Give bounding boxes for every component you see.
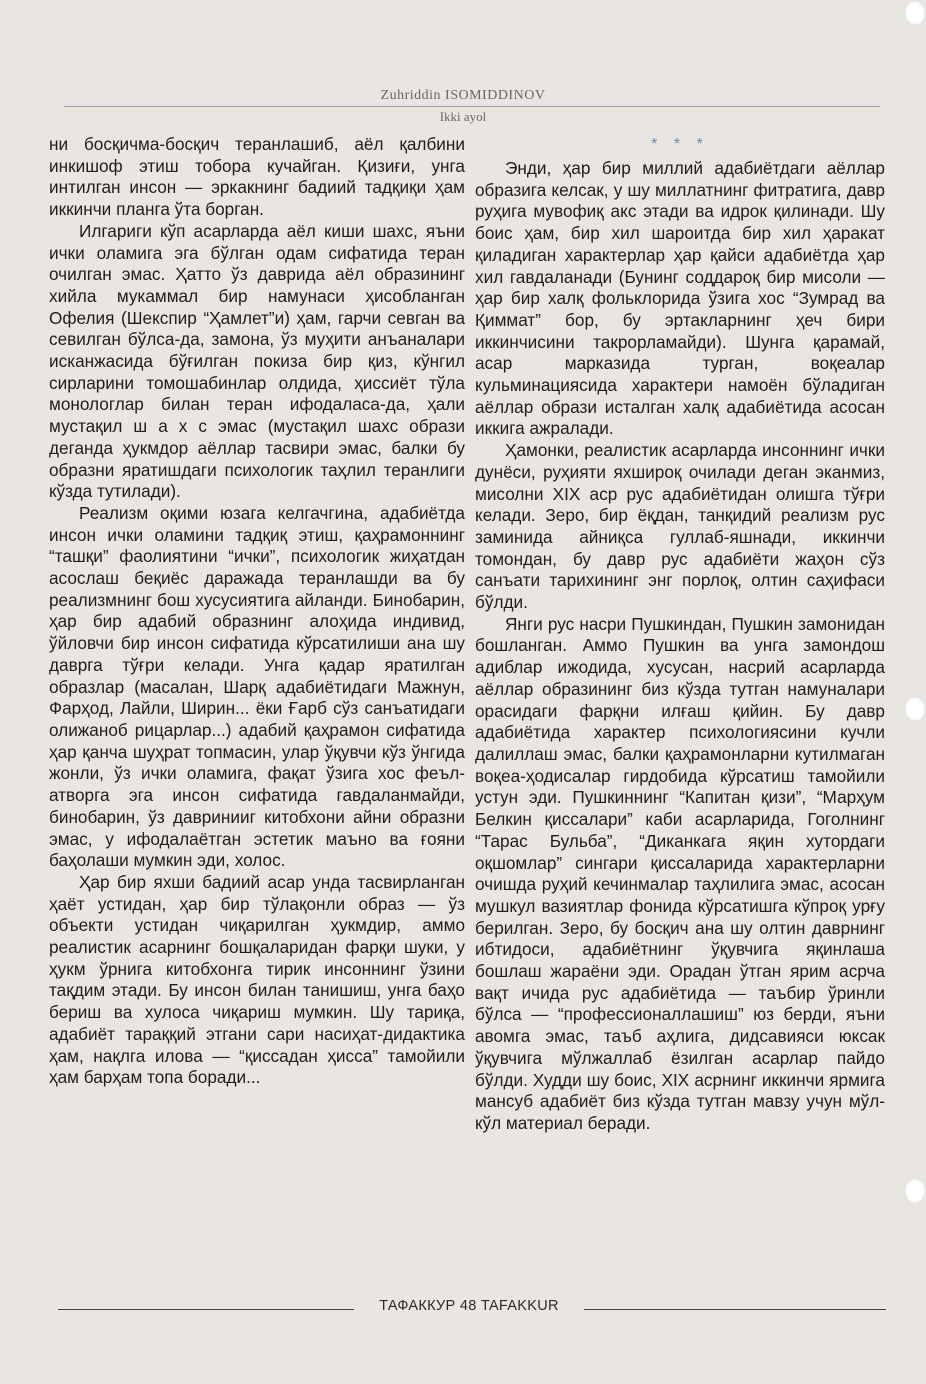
footer-rule-right bbox=[584, 1309, 886, 1310]
binding-hole bbox=[904, 696, 926, 722]
author-name: Zuhriddin ISOMIDDINOV bbox=[380, 88, 546, 103]
paragraph: Энди, ҳар бир миллий адабиётдаги аёллар образига келсак, у шу миллатнинг фитратига, давр руҳига мувофиқ акс этади ва идрок қилинади. Шу боис ҳам, бир хил шароитда бир хил ҳаракат қиладиган характерлар ҳар қайси адабиётда ҳар хил гавдаланади (Бунинг соддароқ бир мисоли — ҳар бир халқ фольклорида ўзига хос “Зумрад ва Қиммат” бор, бу эртакларнинг ҳеч бири иккинчисини такрорламайди). Шунга қарамай, асар марказида турган, воқеалар кульминациясида характери намоён бўладиган аёллар образи исталган халқ адабиётида асосан иккига ажралади. bbox=[475, 158, 885, 439]
section-separator: * * * bbox=[651, 136, 709, 153]
binding-hole bbox=[904, 0, 926, 26]
paragraph: Ҳамонки, реалистик асарларда инсоннинг ички дунёси, руҳияти яхшироқ очилади деган эканмиз, мисолни XIX аср рус адабиётидан олишга тўғри келади. Зеро, бир ёқдан, танқидий реализм рус заминида айниқса гуллаб-яшнади, иккинчи томондан, бу давр рус адабиёти жаҳон сўз санъати тарихининг энг порлоқ, олтин саҳифаси бўлди. bbox=[475, 440, 885, 613]
header-rule bbox=[64, 106, 880, 107]
binding-hole bbox=[904, 1178, 926, 1204]
paragraph: Ҳар бир яхши бадиий асар унда тасвирланган ҳаёт устидан, ҳар бир тўлақонли образ — ўз объекти устидан чиқарилган ҳукмдир, аммо реалистик асарнинг бошқаларидан фарқи шуки, у ҳукм ўрнига китобхонга тирик инсоннинг ўзини тақдим этади. Бу инсон билан танишиш, унга баҳо бериш ва хулоса чиқариш мумкин. Шу тариқа, адабиёт тараққий этгани сари насиҳат-дидактика ҳам, нақлга илова — “қиссадан ҳисса” тамойили ҳам барҳам топа боради... bbox=[49, 871, 465, 1088]
left-column bbox=[49, 134, 465, 1089]
paragraph: Реализм оқими юзага келгачгина, адабиётда инсон ички оламини тадқиқ этиш, қаҳрамоннинг “ташқи” фаолиятини “ички”, психологик жиҳатдан асослаш беқиёс даражада теранлашди ва бу реализмнинг бош хусусиятига айланди. Бинобарин, ҳар бир адабий образнинг алоҳида индивид, ўйловчи бир инсон сифатида кўрсатилиши ана шу даврга тўғри келади. Унга қадар яратилган образлар (масалан, Шарқ адабиётидаги Мажнун, Фарҳод, Лайли, Ширин... ёки Ғарб сўз санъатидаги олижаноб рицарлар...) адабий қаҳрамон сифатида ҳар қанча шуҳрат топмасин, улар ўқувчи кўз ўнгида жонли, ўз ички оламига, фақат ўзига хос феъл-атворга эга инсон сифатида гавдаланмайди, бинобарин, ўз давринииг китобхони айни образни эмас, у ифодалаётган эстетик маъно ва ғояни баҳолаши мумкин эди, холос. bbox=[49, 502, 465, 871]
footer-rule-left bbox=[58, 1309, 354, 1310]
paragraph: ни босқичма-босқич теранлашиб, аёл қалбини инкишоф этиш тобора кучайган. Қизиғи, унга интилган инсон — эркакнинг бадиий тадқиқи ҳам иккинчи планга ўта борган. bbox=[49, 134, 465, 220]
right-column bbox=[475, 134, 885, 1135]
page-footer: ТАФАККУР 48 TAFAKKUR bbox=[379, 1298, 559, 1314]
paragraph: Илгариги кўп асарларда аёл киши шахс, яъни ички оламига эга бўлган одам сифатида теран очилган эмас. Ҳатто ўз даврида аёл образининг хийла мукаммал бир намунаси ҳисобланган Офелия (Шекспир “Ҳамлет”и) ҳам, гарчи севган ва севилган бўлса-да, замона, ўз муҳити анъаналари исканжасида бўғилган покиза бир қиз, кўнгил сирларини томошабинлар олдида, ҳиссиёт тўла монологлар билан теран ифодаласа-да, ҳали мустақил ш а х с эмас (мустақил шахс образи деганда ҳукмдор аёллар тасвири эмас, балки бу образни яратишдаги психологик таҳлил теранлиги кўзда тутилади). bbox=[49, 220, 465, 502]
article-title: Ikki ayol bbox=[439, 109, 487, 124]
paragraph: Янги рус насри Пушкиндан, Пушкин замонидан бошланган. Аммо Пушкин ва унга замондош адиблар ижодида, хусусан, насрий асарларда аёллар образининг биз кўзда тутган намуналари орасидаги фарқни илғаш қийин. Бу давр адабиётида характер психологиясини кучли далиллаш эмас, балки қаҳрамонларни кутилмаган воқеа-ҳодисалар гирдобида кўрсатиш тамойили устун эди. Пушкиннинг “Капитан қизи”, “Марҳум Белкин қиссалари” каби асарларида, Гоголнинг “Тарас Бульба”, “Диканкага яқин хутордаги оқшомлар” сингари қиссаларида характерларни очишда руҳий кечинмалар таҳлилига эмас, асосан мушкул вазиятлар фонида кўрсатишга кўпроқ урғу берилган. Зеро, бу босқич ана шу олтин даврнинг ибтидоси, адабиётнинг ўқувчига яқинлаша бошлаш жараёни эди. Орадан ўтган ярим асрча вақт ичида рус адабиётида — таъбир ўринли бўлса — “профессионаллашиш” юз берди, яъни авомга эмас, таъб аҳлига, дидсавияси юксак ўқувчига мўлжаллаб ёзилган асарлар пайдо бўлди. Худди шу боис, XIX асрнинг иккинчи ярмига мансуб адабиёт биз кўзда тутган мавзу учун мўл-кўл материал беради. bbox=[475, 613, 885, 1133]
